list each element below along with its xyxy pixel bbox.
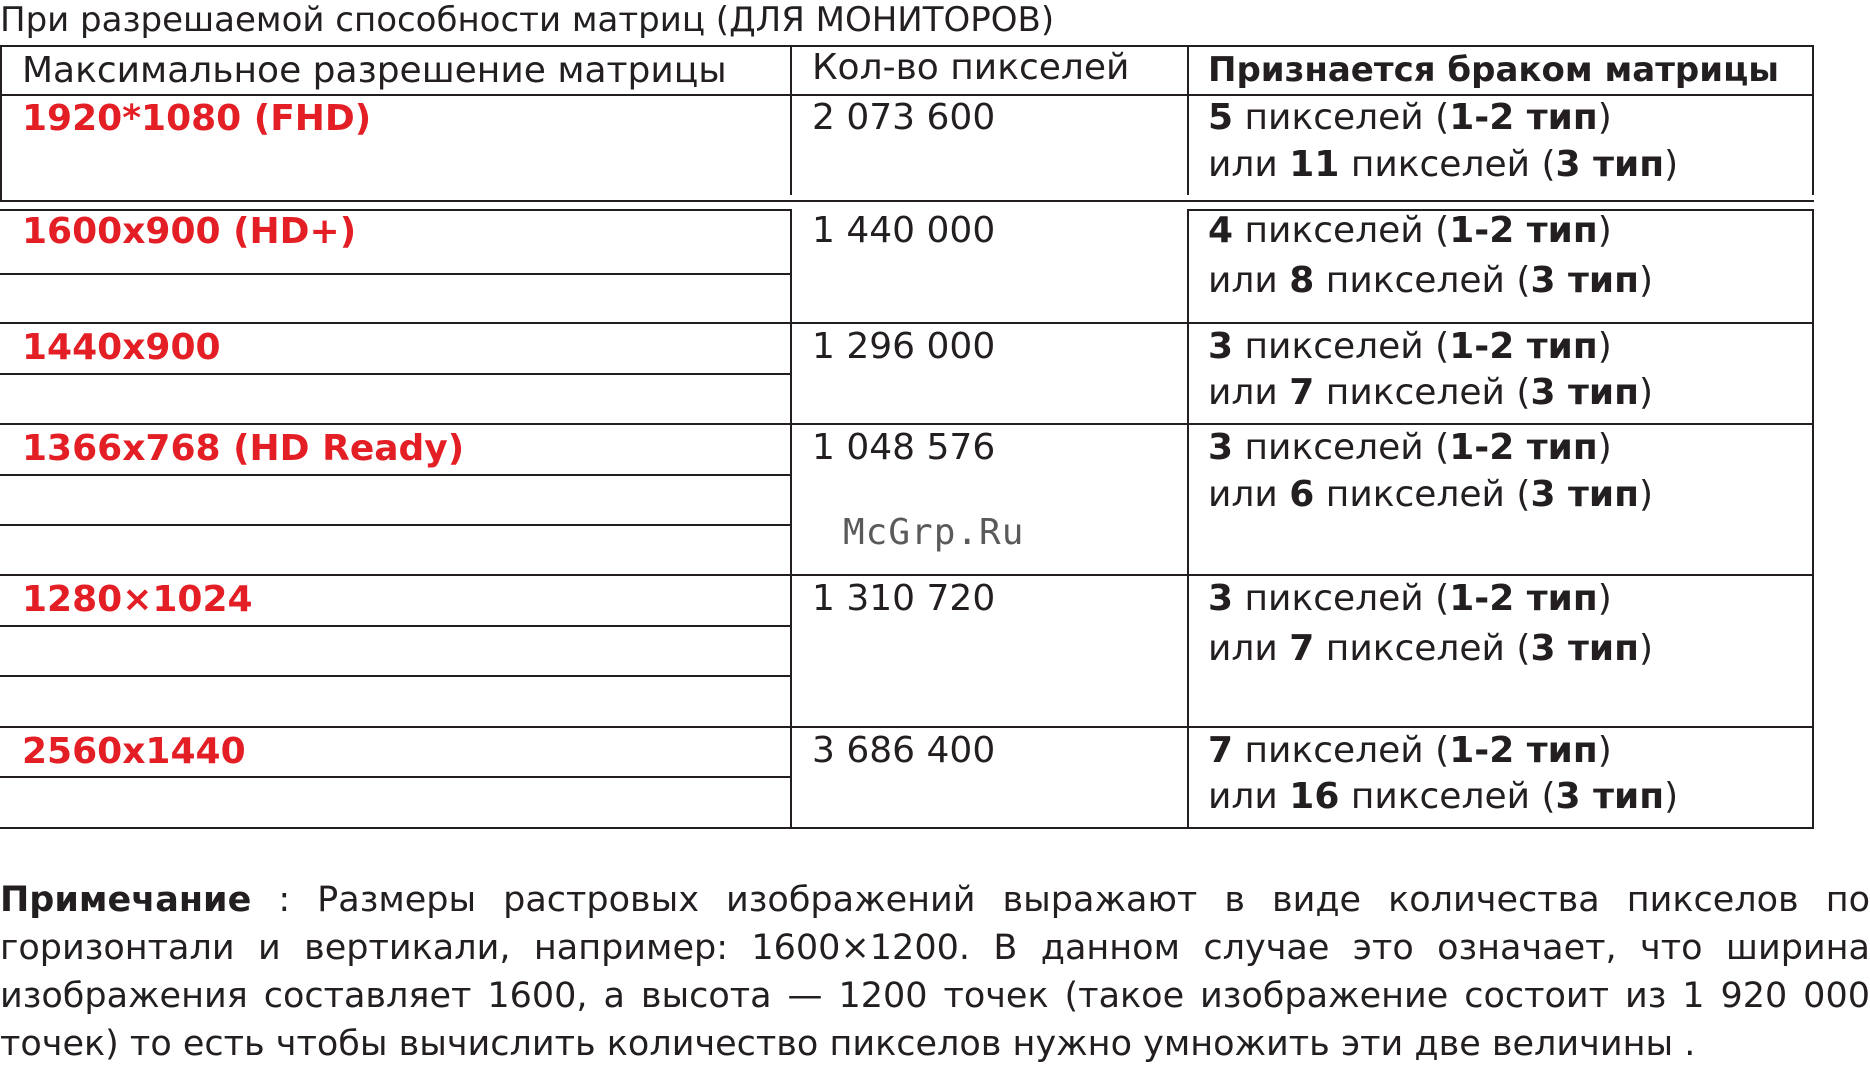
resolution-cell: 1366x768 (HD Ready) [22, 428, 465, 469]
defect-line-type3: или 6 пикселей (3 тип) [1208, 474, 1654, 515]
footnote-line: изображения составляет 1600, а высота — 1200 точек (такое изображение состоит из 1 920 000 [0, 976, 1870, 1016]
table-rule [0, 574, 1814, 576]
defect-line-type3: или 11 пикселей (3 тип) [1208, 144, 1679, 185]
pixels-cell: 1 310 720 [812, 578, 996, 619]
table-rule [0, 373, 790, 375]
table-rule [0, 423, 1814, 425]
defect-line-type12: 3 пикселей (1-2 тип) [1208, 326, 1612, 367]
defect-cell [1208, 210, 1653, 302]
footnote-label: Примечание [0, 880, 252, 920]
table-rule [0, 474, 790, 476]
table-rule [1812, 45, 1814, 195]
table-rule [0, 524, 790, 526]
header-resolution: Максимальное разрешение матрицы [22, 50, 727, 91]
watermark: McGrp.Ru [843, 512, 1025, 553]
footnote-line: горизонтали и вертикали, например: 1600×1200. В данном случае это означает, что ширина [0, 928, 1870, 968]
table-rule [1187, 45, 1189, 195]
table-rule [0, 776, 790, 778]
defect-line-type3: или 7 пикселей (3 тип) [1208, 628, 1654, 669]
table-rule [790, 45, 792, 195]
defect-line-type12: 3 пикселей (1-2 тип) [1208, 578, 1612, 619]
table-rule [0, 273, 790, 275]
defect-line-type12: 7 пикселей (1-2 тип) [1208, 730, 1612, 771]
table-rule [0, 94, 1814, 96]
table-rule [0, 200, 1814, 202]
footnote-line: точек) то есть чтобы вычислить количество пикселов нужно умножить эти две величины . [0, 1024, 1696, 1064]
table-rule [1812, 209, 1814, 829]
defect-line-type12: 3 пикселей (1-2 тип) [1208, 427, 1612, 468]
table-rule [0, 322, 1814, 324]
footnote [0, 876, 1870, 1068]
defect-line-type12: 4 пикселей (1-2 тип) [1208, 210, 1612, 251]
table-rule [0, 675, 790, 677]
pixels-cell: 1 440 000 [812, 210, 996, 251]
defect-line-type3: или 8 пикселей (3 тип) [1208, 260, 1654, 301]
pixels-cell: 2 073 600 [812, 97, 996, 138]
defect-cell [1208, 730, 1678, 818]
resolution-cell: 1920*1080 (FHD) [22, 98, 372, 139]
table-rule [0, 45, 2, 201]
resolution-cell: 1600x900 (HD+) [22, 211, 357, 252]
pixels-cell: 1 048 576 [812, 427, 996, 468]
header-defect: Признается браком матрицы [1208, 50, 1780, 90]
resolution-cell: 2560x1440 [22, 731, 246, 772]
defect-line-type12: 5 пикселей (1-2 тип) [1208, 97, 1612, 138]
defect-cell [1208, 427, 1653, 516]
footnote-line: Примечание : Размеры растровых изображений выражают в виде количества пикселов по [0, 880, 1870, 920]
header-pixels: Кол-во пикселей [812, 47, 1130, 88]
defect-cell [1208, 326, 1653, 414]
pixels-cell: 3 686 400 [812, 730, 996, 771]
table-rule [0, 827, 1814, 829]
defect-cell [1208, 578, 1653, 670]
pixels-cell: 1 296 000 [812, 326, 996, 367]
table-rule [790, 209, 792, 829]
table-rule [0, 726, 1814, 728]
resolution-cell: 1440x900 [22, 327, 221, 368]
page-title: При разрешаемой способности матриц (ДЛЯ МОНИТОРОВ) [0, 0, 1055, 40]
table-rule [0, 625, 790, 627]
defect-line-type3: или 16 пикселей (3 тип) [1208, 776, 1679, 817]
table-rule [1187, 209, 1189, 829]
defect-cell [1208, 97, 1678, 186]
defect-line-type3: или 7 пикселей (3 тип) [1208, 372, 1654, 413]
resolution-cell: 1280×1024 [22, 579, 253, 620]
